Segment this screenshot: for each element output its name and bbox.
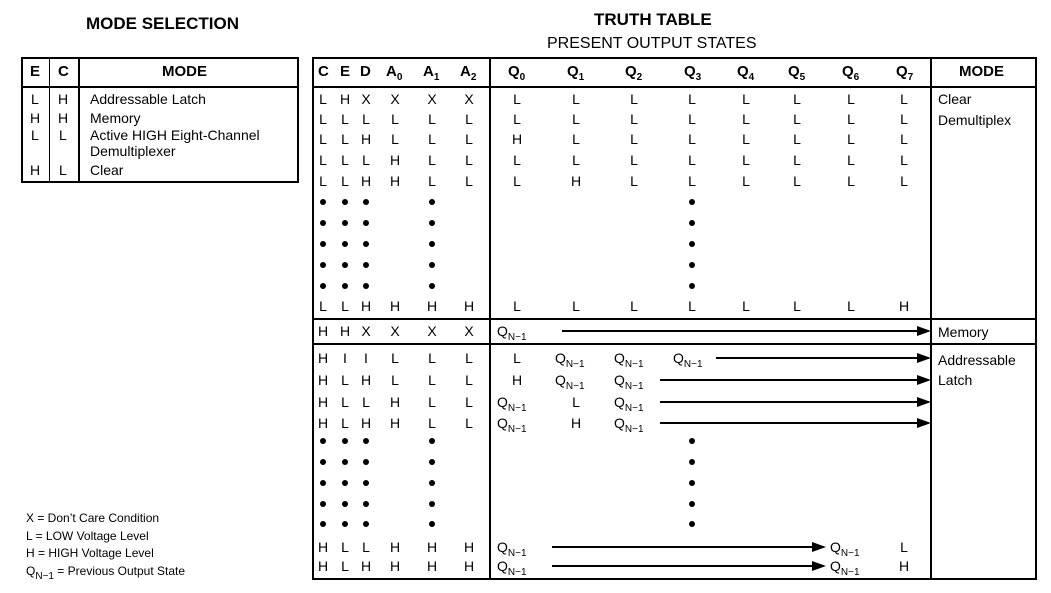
tt-continuation-dot — [429, 220, 435, 226]
ms-cell-e: L — [31, 127, 39, 143]
tt-header-q1 — [567, 63, 585, 83]
tt-cell-qn1: $Q_{N-1}$ — [497, 558, 527, 578]
tt-continuation-dot — [320, 283, 326, 289]
tt-cell-output: L — [572, 298, 580, 314]
tt-cell-qn1: $Q_{N-1}$ — [497, 539, 527, 559]
tt-cell-input: I — [364, 350, 368, 366]
tt-cell-input: L — [319, 173, 327, 189]
tt-cell-output: L — [513, 298, 521, 314]
legend-item: X = Don’t Care Condition — [26, 511, 160, 525]
tt-cell-input: L — [428, 111, 436, 127]
tt-continuation-dot — [429, 480, 435, 486]
tt-cell-output: L — [742, 152, 750, 168]
tt-continuation-dot — [689, 459, 695, 465]
tt-cell-input: H — [389, 539, 401, 555]
tt-arrow-line — [660, 401, 919, 403]
tt-continuation-dot — [342, 241, 348, 247]
tt-cell-input: L — [428, 152, 436, 168]
tt-continuation-dot — [342, 459, 348, 465]
tt-cell-input: H — [317, 323, 329, 339]
tt-cell-output: L — [688, 152, 696, 168]
tt-mode-demultiplex: Demultiplex — [938, 112, 1012, 128]
tt-cell-input: H — [463, 298, 475, 314]
tt-cell-output: L — [513, 173, 521, 189]
tt-cell-output: L — [572, 394, 580, 410]
tt-continuation-dot — [342, 521, 348, 527]
tt-cell-input: H — [389, 558, 401, 574]
tt-header-sym: A — [386, 63, 397, 80]
tt-cell-input: L — [428, 394, 436, 410]
tt-continuation-dot — [429, 241, 435, 247]
tt-cell-output: L — [847, 152, 855, 168]
tt-cell-output: H — [570, 415, 582, 431]
tt-cell-input: H — [389, 173, 401, 189]
tt-cell-input: H — [389, 415, 401, 431]
tt-header-sub: 4 — [748, 72, 755, 83]
tt-cell-input: L — [465, 415, 473, 431]
tt-continuation-dot — [689, 501, 695, 507]
tt-cell-input: L — [319, 91, 327, 107]
tt-cell-output: H — [898, 558, 910, 574]
tt-continuation-dot — [363, 438, 369, 444]
tt-continuation-dot — [342, 199, 348, 205]
tt-cell-input: L — [428, 372, 436, 388]
tt-continuation-dot — [342, 480, 348, 486]
tt-cell-output: L — [900, 173, 908, 189]
tt-header-sym: A — [460, 63, 471, 80]
tt-cell-output: L — [793, 131, 801, 147]
tt-header-q4 — [737, 63, 755, 83]
tt-cell-input: L — [341, 111, 349, 127]
tt-cell-output: L — [793, 298, 801, 314]
tt-cell-output: H — [511, 372, 523, 388]
tt-arrow-line — [660, 379, 919, 381]
tt-cell-input: L — [341, 372, 349, 388]
tt-continuation-dot — [320, 459, 326, 465]
tt-cell-input: L — [465, 350, 473, 366]
tt-header-sym: Q — [567, 63, 579, 80]
tt-header-q0 — [508, 63, 526, 83]
tt-continuation-dot — [429, 521, 435, 527]
tt-cell-input: X — [361, 323, 371, 339]
tt-header-q6 — [842, 63, 860, 83]
tt-cell-output: L — [742, 173, 750, 189]
tt-continuation-dot — [363, 199, 369, 205]
tt-cell-input: L — [465, 152, 473, 168]
tt-header-sym: A — [423, 63, 434, 80]
tt-cell-output: H — [511, 131, 523, 147]
ms-cell-c: L — [59, 162, 67, 178]
tt-cell-input: L — [362, 111, 370, 127]
tt-continuation-dot — [429, 199, 435, 205]
tt-cell-input: H — [317, 558, 329, 574]
tt-cell-input: L — [428, 131, 436, 147]
tt-header-a1 — [423, 63, 440, 83]
tt-continuation-dot — [320, 480, 326, 486]
tt-cell-input: L — [362, 539, 370, 555]
legend-sym: Q — [26, 564, 36, 578]
tt-mode-latch: Latch — [938, 372, 973, 388]
tt-cell-input: L — [391, 350, 399, 366]
ms-cell-mode: Active HIGH Eight-Channel — [90, 127, 260, 143]
tt-cell-output: H — [570, 173, 582, 189]
ms-header-c: C — [58, 63, 69, 80]
tt-cell-output: L — [900, 131, 908, 147]
tt-cell-output: L — [630, 131, 638, 147]
tt-header-sym: Q — [625, 63, 637, 80]
tt-continuation-dot — [342, 262, 348, 268]
tt-header-sub: 3 — [695, 72, 702, 83]
tt-continuation-dot — [429, 438, 435, 444]
legend-sub: N−1 — [35, 571, 54, 582]
tt-cell-qn1: $Q_{N-1}$ — [555, 350, 585, 370]
tt-arrow-line — [552, 546, 814, 548]
tt-cell-output: L — [513, 152, 521, 168]
tt-cell-output: L — [513, 111, 521, 127]
tt-cell-input: L — [465, 131, 473, 147]
tt-arrow-head — [917, 418, 931, 428]
tt-cell-input: H — [360, 131, 372, 147]
tt-header-mode: MODE — [959, 63, 1004, 80]
tt-cell-input: H — [389, 152, 401, 168]
tt-cell-output: L — [900, 539, 908, 555]
tt-cell-qn1: $Q_{N-1}$ — [614, 372, 644, 392]
tt-cell-input: L — [391, 131, 399, 147]
ms-header-mode: MODE — [162, 63, 207, 80]
tt-cell-input: L — [465, 394, 473, 410]
tt-header-c: C — [318, 63, 329, 80]
tt-cell-qn1: $Q_{N-1}$ — [555, 372, 585, 392]
tt-cell-output: L — [513, 91, 521, 107]
tt-cell-input: H — [389, 394, 401, 410]
tt-cell-qn1: $Q_{N-1}$ — [614, 350, 644, 370]
tt-cell-input: H — [463, 558, 475, 574]
tt-cell-output: H — [898, 298, 910, 314]
tt-cell-output: L — [630, 91, 638, 107]
tt-header-sym: Q — [508, 63, 520, 80]
legend-text: = Previous Output State — [53, 564, 186, 578]
tt-cell-output: L — [742, 298, 750, 314]
tt-cell-input: L — [319, 298, 327, 314]
tt-continuation-dot — [320, 501, 326, 507]
tt-header-sub: 5 — [799, 72, 806, 83]
tt-cell-input: H — [360, 372, 372, 388]
tt-cell-input: L — [319, 131, 327, 147]
tt-cell-input: L — [319, 111, 327, 127]
tt-cell-output: L — [572, 152, 580, 168]
ms-cell-mode: Memory — [90, 110, 141, 126]
tt-cell-output: L — [742, 131, 750, 147]
tt-header-q2 — [625, 63, 643, 83]
tt-cell-input: H — [426, 558, 438, 574]
tt-cell-input: L — [341, 131, 349, 147]
tt-continuation-dot — [342, 501, 348, 507]
tt-arrow-head — [917, 326, 931, 336]
tt-continuation-dot — [429, 262, 435, 268]
tt-cell-qn1: $Q_{N-1}$ — [497, 323, 527, 343]
tt-cell-qn1: $Q_{N-1}$ — [497, 394, 527, 414]
tt-cell-output: L — [513, 350, 521, 366]
tt-continuation-dot — [363, 480, 369, 486]
tt-continuation-dot — [689, 283, 695, 289]
tt-cell-output: L — [630, 173, 638, 189]
tt-cell-input: H — [339, 91, 351, 107]
legend-item: L = LOW Voltage Level — [26, 529, 149, 543]
tt-continuation-dot — [429, 501, 435, 507]
tt-cell-input: X — [361, 91, 371, 107]
tt-cell-input: I — [343, 350, 347, 366]
tt-cell-input: L — [428, 350, 436, 366]
tt-cell-qn1: $Q_{N-1}$ — [830, 558, 860, 578]
tt-cell-output: L — [742, 91, 750, 107]
tt-cell-input: L — [465, 173, 473, 189]
tt-header-sub: 1 — [578, 72, 585, 83]
tt-cell-input: X — [464, 323, 474, 339]
tt-continuation-dot — [689, 241, 695, 247]
tt-arrow-head — [917, 375, 931, 385]
tt-cell-output: L — [630, 111, 638, 127]
tt-cell-input: L — [362, 152, 370, 168]
tt-cell-input: L — [428, 173, 436, 189]
tt-cell-output: L — [630, 298, 638, 314]
ms-cell-mode: Clear — [90, 162, 124, 178]
tt-cell-input: L — [341, 394, 349, 410]
tt-cell-output: L — [688, 91, 696, 107]
tt-cell-input: H — [360, 173, 372, 189]
ms-cell-c: L — [59, 127, 67, 143]
tt-cell-input: H — [360, 415, 372, 431]
tt-cell-output: L — [688, 131, 696, 147]
tt-cell-qn1: $Q_{N-1}$ — [497, 415, 527, 435]
tt-cell-output: L — [847, 298, 855, 314]
tt-cell-input: L — [341, 415, 349, 431]
tt-cell-input: L — [341, 558, 349, 574]
tt-continuation-dot — [363, 459, 369, 465]
tt-continuation-dot — [689, 480, 695, 486]
tt-header-sub: 0 — [396, 72, 403, 83]
ms-cell-c: H — [58, 110, 69, 126]
tt-cell-input: L — [341, 539, 349, 555]
ms-cell-e: H — [30, 162, 41, 178]
tt-continuation-dot — [429, 459, 435, 465]
tt-header-sub: 7 — [907, 72, 914, 83]
tt-cell-input: X — [427, 323, 437, 339]
tt-cell-input: H — [426, 298, 438, 314]
ms-cell-e: L — [31, 91, 39, 107]
tt-arrow-head — [812, 561, 826, 571]
tt-cell-output: L — [793, 173, 801, 189]
tt-cell-output: L — [847, 173, 855, 189]
tt-cell-output: L — [847, 111, 855, 127]
ms-cell-mode-cont: Demultiplexer — [90, 143, 176, 159]
tt-arrow-head — [917, 353, 931, 363]
truth-table-subtitle: PRESENT OUTPUT STATES — [547, 35, 757, 52]
tt-continuation-dot — [320, 521, 326, 527]
tt-cell-input: L — [391, 111, 399, 127]
tt-header-sub: 1 — [433, 72, 440, 83]
tt-header-a2 — [460, 63, 477, 83]
ms-cell-e: H — [30, 110, 41, 126]
tt-continuation-dot — [342, 283, 348, 289]
tt-arrow-line — [660, 422, 919, 424]
tt-header-sub: 2 — [636, 72, 643, 83]
tt-arrow-line — [552, 565, 814, 567]
tt-cell-input: H — [317, 415, 329, 431]
tt-cell-input: H — [317, 539, 329, 555]
tt-cell-input: H — [389, 298, 401, 314]
tt-cell-input: L — [465, 111, 473, 127]
tt-cell-output: L — [900, 91, 908, 107]
tt-header-a0 — [386, 63, 403, 83]
tt-cell-input: L — [465, 372, 473, 388]
ms-cell-c: H — [58, 91, 69, 107]
tt-cell-output: L — [900, 111, 908, 127]
tt-cell-qn1: $Q_{N-1}$ — [614, 394, 644, 414]
tt-cell-output: L — [793, 91, 801, 107]
tt-header-sub: 6 — [853, 72, 860, 83]
tt-header-sym: Q — [842, 63, 854, 80]
tt-cell-input: L — [341, 152, 349, 168]
tt-cell-input: H — [317, 350, 329, 366]
legend-item — [26, 564, 186, 582]
tt-cell-output: L — [572, 131, 580, 147]
tt-continuation-dot — [363, 283, 369, 289]
tt-header-e: E — [340, 63, 351, 80]
tt-continuation-dot — [320, 262, 326, 268]
tt-continuation-dot — [429, 283, 435, 289]
tt-cell-output: L — [630, 152, 638, 168]
tt-header-sub: 0 — [519, 72, 526, 83]
tt-mode-addressable: Addressable — [938, 352, 1016, 368]
legend-item: H = HIGH Voltage Level — [26, 546, 154, 560]
tt-header-sym: Q — [684, 63, 696, 80]
tt-cell-input: H — [317, 372, 329, 388]
tt-header-d: D — [360, 63, 371, 80]
tt-cell-input: L — [341, 173, 349, 189]
truth-table-title: TRUTH TABLE — [594, 10, 712, 29]
tt-cell-input: L — [362, 394, 370, 410]
tt-mode-memory: Memory — [938, 324, 989, 340]
tt-continuation-dot — [363, 521, 369, 527]
tt-cell-output: L — [793, 152, 801, 168]
tt-arrow-line — [716, 357, 919, 359]
tt-cell-input: H — [463, 539, 475, 555]
tt-cell-input: X — [427, 91, 437, 107]
tt-header-sym: Q — [737, 63, 749, 80]
tt-cell-input: H — [426, 539, 438, 555]
tt-cell-output: L — [847, 131, 855, 147]
tt-header-q5 — [788, 63, 806, 83]
tt-arrow-head — [917, 397, 931, 407]
tt-header-q3 — [684, 63, 702, 83]
tt-cell-output: L — [900, 152, 908, 168]
tt-header-sym: Q — [788, 63, 800, 80]
tt-cell-output: L — [572, 111, 580, 127]
tt-cell-output: L — [688, 298, 696, 314]
tt-cell-qn1: $Q_{N-1}$ — [830, 539, 860, 559]
tt-continuation-dot — [320, 199, 326, 205]
tt-cell-input: X — [390, 323, 400, 339]
ms-cell-mode: Addressable Latch — [90, 91, 206, 107]
tt-cell-qn1: $Q_{N-1}$ — [673, 350, 703, 370]
tt-cell-output: L — [688, 111, 696, 127]
ms-header-e: E — [30, 63, 41, 80]
tt-continuation-dot — [320, 220, 326, 226]
tt-cell-output: L — [742, 111, 750, 127]
mode-selection-title: MODE SELECTION — [86, 14, 240, 33]
tt-cell-input: X — [390, 91, 400, 107]
tt-continuation-dot — [342, 220, 348, 226]
tt-cell-input: H — [339, 323, 351, 339]
tt-header-sub: 2 — [470, 72, 477, 83]
tt-cell-output: L — [847, 91, 855, 107]
tt-cell-qn1: $Q_{N-1}$ — [614, 415, 644, 435]
tt-cell-output: L — [688, 173, 696, 189]
tt-continuation-dot — [689, 199, 695, 205]
tt-continuation-dot — [342, 438, 348, 444]
tt-arrow-head — [812, 542, 826, 552]
tt-arrow-line — [562, 330, 919, 332]
tt-continuation-dot — [689, 521, 695, 527]
tt-cell-output: L — [572, 91, 580, 107]
tt-header-q7 — [896, 63, 914, 83]
tt-mode-clear: Clear — [938, 91, 972, 107]
tt-continuation-dot — [320, 241, 326, 247]
tt-continuation-dot — [363, 501, 369, 507]
tt-cell-output: L — [793, 111, 801, 127]
tt-continuation-dot — [320, 438, 326, 444]
tt-continuation-dot — [363, 262, 369, 268]
tt-continuation-dot — [363, 220, 369, 226]
tt-continuation-dot — [363, 241, 369, 247]
tt-continuation-dot — [689, 438, 695, 444]
tt-continuation-dot — [689, 220, 695, 226]
tt-cell-input: H — [317, 394, 329, 410]
tt-cell-input: L — [391, 372, 399, 388]
tt-cell-input: H — [360, 298, 372, 314]
tt-continuation-dot — [689, 262, 695, 268]
tt-cell-input: X — [464, 91, 474, 107]
tt-header-sym: Q — [896, 63, 908, 80]
tt-cell-input: L — [428, 415, 436, 431]
tt-cell-input: H — [360, 558, 372, 574]
tt-cell-input: L — [319, 152, 327, 168]
tt-cell-input: L — [341, 298, 349, 314]
